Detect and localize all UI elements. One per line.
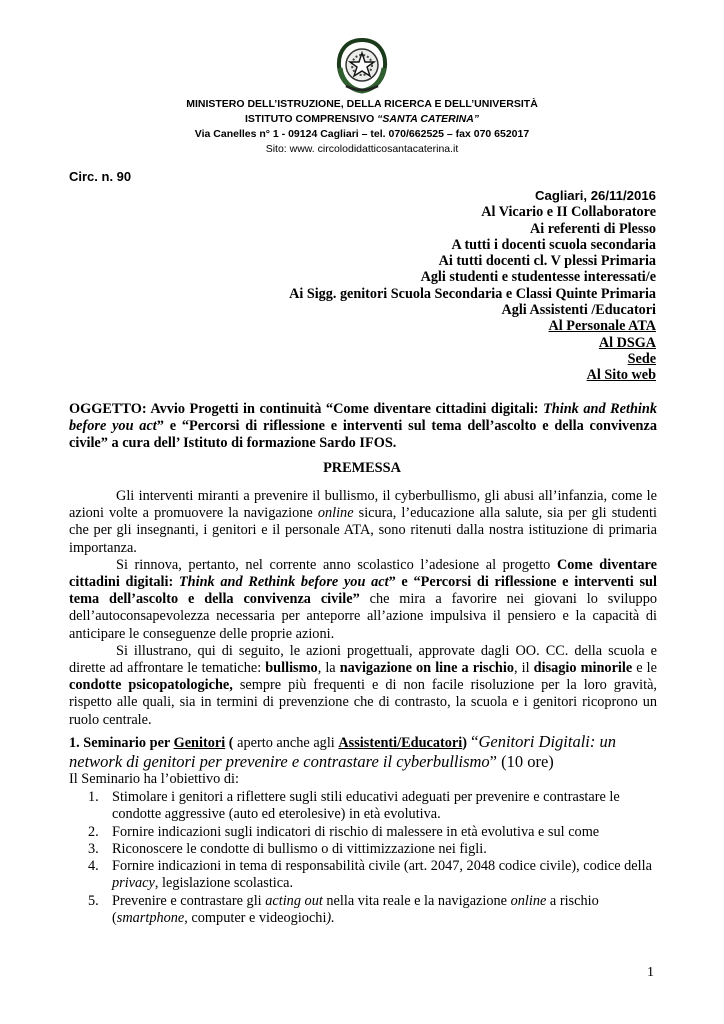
list-text: , computer e videogiochi: [184, 910, 327, 927]
subject-text: OGGETTO: Avvio Progetti in continuità “Come diventare cittadini digitali:: [69, 401, 544, 417]
paragraph: [69, 488, 657, 557]
list-text: nella vita reale e la navigazione: [322, 892, 511, 909]
list-number: 1.: [88, 789, 99, 805]
school-heading: [0, 113, 724, 125]
list-item: [69, 893, 659, 928]
text-run-bold: ): [462, 735, 468, 751]
list-item: [69, 841, 659, 858]
list-text: Stimolare i genitori a riflettere sugli stili educativi adeguati per prevenire e contrastare le condotte aggressive (auto ed eterolesive) in età evolutiva.: [112, 789, 620, 823]
objective-intro: Il Seminario ha l’obiettivo di:: [69, 771, 239, 787]
list-text: a rischio (: [112, 892, 599, 927]
list-text: Fornire indicazioni in tema di responsabilità civile (art. 2047, 2048 codice civile), codice della: [112, 858, 652, 875]
premessa-heading: PREMESSA: [323, 460, 401, 476]
place-date: Cagliari, 26/11/2016: [535, 188, 656, 203]
objectives-list: [69, 789, 659, 927]
text-run-bold: condotte psicopatologiche,: [69, 677, 233, 694]
text-run: ” (10 ore): [489, 751, 554, 771]
recipient-line: Agli Assistenti /Educatori: [501, 302, 656, 319]
text-run-bold: bullismo: [265, 660, 318, 677]
ministry-heading: MINISTERO DELL’ISTRUZIONE, DELLA RICERCA E DELL’UNIVERSITÀ: [186, 98, 538, 110]
text-run-bold: (: [225, 735, 238, 751]
italian-republic-emblem-icon: [332, 34, 392, 96]
page-number: 1: [647, 965, 654, 980]
recipient-line: Al Vicario e II Collaboratore: [481, 204, 656, 221]
list-item: [69, 789, 659, 824]
recipient-line-underlined: Sede: [627, 350, 656, 367]
paragraph: [69, 557, 657, 643]
list-number: 4.: [88, 858, 99, 875]
list-text: Fornire indicazioni sugli indicatori di rischio di malessere in età evolutiva e sul come: [112, 823, 600, 840]
text-run-bold-underlined: Assistenti/Educatori: [338, 735, 463, 751]
text-run: sicura, l’educazione alla salute, sia per gli studenti che per gli insegnanti, i genitori e il personale ATA, sono ritenuti dalla nostra istituzione di primaria importanza.: [69, 505, 657, 556]
text-run: e le: [632, 660, 657, 677]
text-run: Si rinnova, pertanto, nel corrente anno scolastico l’adesione al progetto: [116, 556, 557, 573]
list-text-italic: acting out: [265, 892, 323, 909]
list-text-italic: privacy: [112, 875, 155, 892]
school-prefix: ISTITUTO COMPRENSIVO: [244, 113, 378, 125]
recipients-block: [289, 188, 656, 384]
list-text-italic: smartphone: [116, 910, 185, 927]
school-website: Sito: www. circolodidatticosantacaterina.it: [265, 143, 459, 155]
text-run-bold: disagio minorile: [533, 660, 633, 677]
list-number: 5.: [88, 892, 99, 909]
text-run-italic: Genitori Digitali: un network di genitori per prevenire e contrastare il cyberbullismo: [69, 732, 616, 771]
recipient-line-underlined: Al Sito web: [586, 367, 656, 384]
text-run: Gli interventi miranti a prevenire il bullismo, il cyberbullismo, gli abusi all’infanzia, come le azioni volte a promuovere la navigazione: [69, 488, 657, 522]
recipient-line-underlined: Al Personale ATA: [548, 318, 656, 335]
list-item: [69, 858, 659, 893]
list-text: , legislazione scolastica.: [154, 875, 294, 892]
text-run: Si illustrano, qui di seguito, le azioni progettuali, approvate dagli OO. CC. della scuola e dirette ad affrontare le tematiche:: [69, 642, 657, 677]
text-run: , la: [317, 660, 340, 677]
text-run-bold: 1. Seminario per: [69, 735, 174, 751]
text-run: sempre più frequenti e di non facile risoluzione per la loro gravità, rispetto alle quali, sia in termini di prevenzione che di contrasto, la scuola e i genitori ricoprono un ruolo centrale.: [69, 677, 657, 728]
text-run-bold: ” e “Percorsi di riflessione e interventi sul tema dell’ascolto e della convivenza civile”: [69, 574, 657, 608]
school-name: “SANTA CATERINA”: [377, 113, 480, 125]
text-run-italic: online: [317, 505, 354, 522]
list-number: 2.: [88, 823, 99, 840]
text-run-bold-underlined: Genitori: [173, 735, 226, 751]
text-run-bold: navigazione on line a rischio: [339, 660, 514, 677]
list-number: 3.: [88, 840, 99, 857]
text-run-bold: Come diventare cittadini digitali:: [69, 556, 657, 591]
premessa-paragraphs: [69, 488, 657, 729]
recipient-line: Agli studenti e studentesse interessati/e: [420, 269, 656, 286]
recipient-line: Ai referenti di Plesso: [530, 220, 656, 237]
paragraph: [69, 643, 657, 729]
text-run: aperto anche agli: [237, 735, 339, 751]
recipient-line: Ai tutti docenti cl. V plessi Primaria: [438, 253, 656, 270]
subject-italic: Think and Rethink before you act: [69, 401, 657, 435]
subject-text: ” e “Percorsi di riflessione e interventi sul tema dell’ascolto e della convivenza civile” a cura dell’ Istituto di formazione Sardo IFOS.: [69, 418, 658, 452]
recipient-line: A tutti i docenti scuola secondaria: [451, 236, 656, 253]
recipient-line-underlined: Al DSGA: [598, 334, 656, 351]
list-text: Prevenire e contrastare gli: [112, 892, 266, 909]
circular-number: Circ. n. 90: [69, 169, 132, 184]
list-item: [69, 824, 659, 841]
list-text: Riconoscere le condotte di bullismo o di vittimizzazione nei figli.: [112, 840, 487, 857]
list-text-italic: ).: [326, 910, 335, 927]
recipient-line: Ai Sigg. genitori Scuola Secondaria e Classi Quinte Primaria: [289, 285, 656, 302]
text-run: “: [467, 732, 479, 751]
text-run: , il: [514, 660, 534, 677]
text-run-bold-italic: Think and Rethink before you act: [178, 574, 389, 591]
school-address: Via Canelles n° 1 - 09124 Cagliari – tel. 070/662525 – fax 070 652017: [194, 128, 530, 140]
seminar-heading: [69, 733, 669, 772]
subject-paragraph: [69, 401, 657, 453]
text-run: che mira a favorire nei giovani lo sviluppo dell’autoconsapevolezza necessaria per anteporre all’azione impulsiva il pensiero e la capacità di anticipare le conseguenze delle proprie azioni.: [69, 591, 657, 642]
list-text-italic: online: [510, 892, 547, 909]
